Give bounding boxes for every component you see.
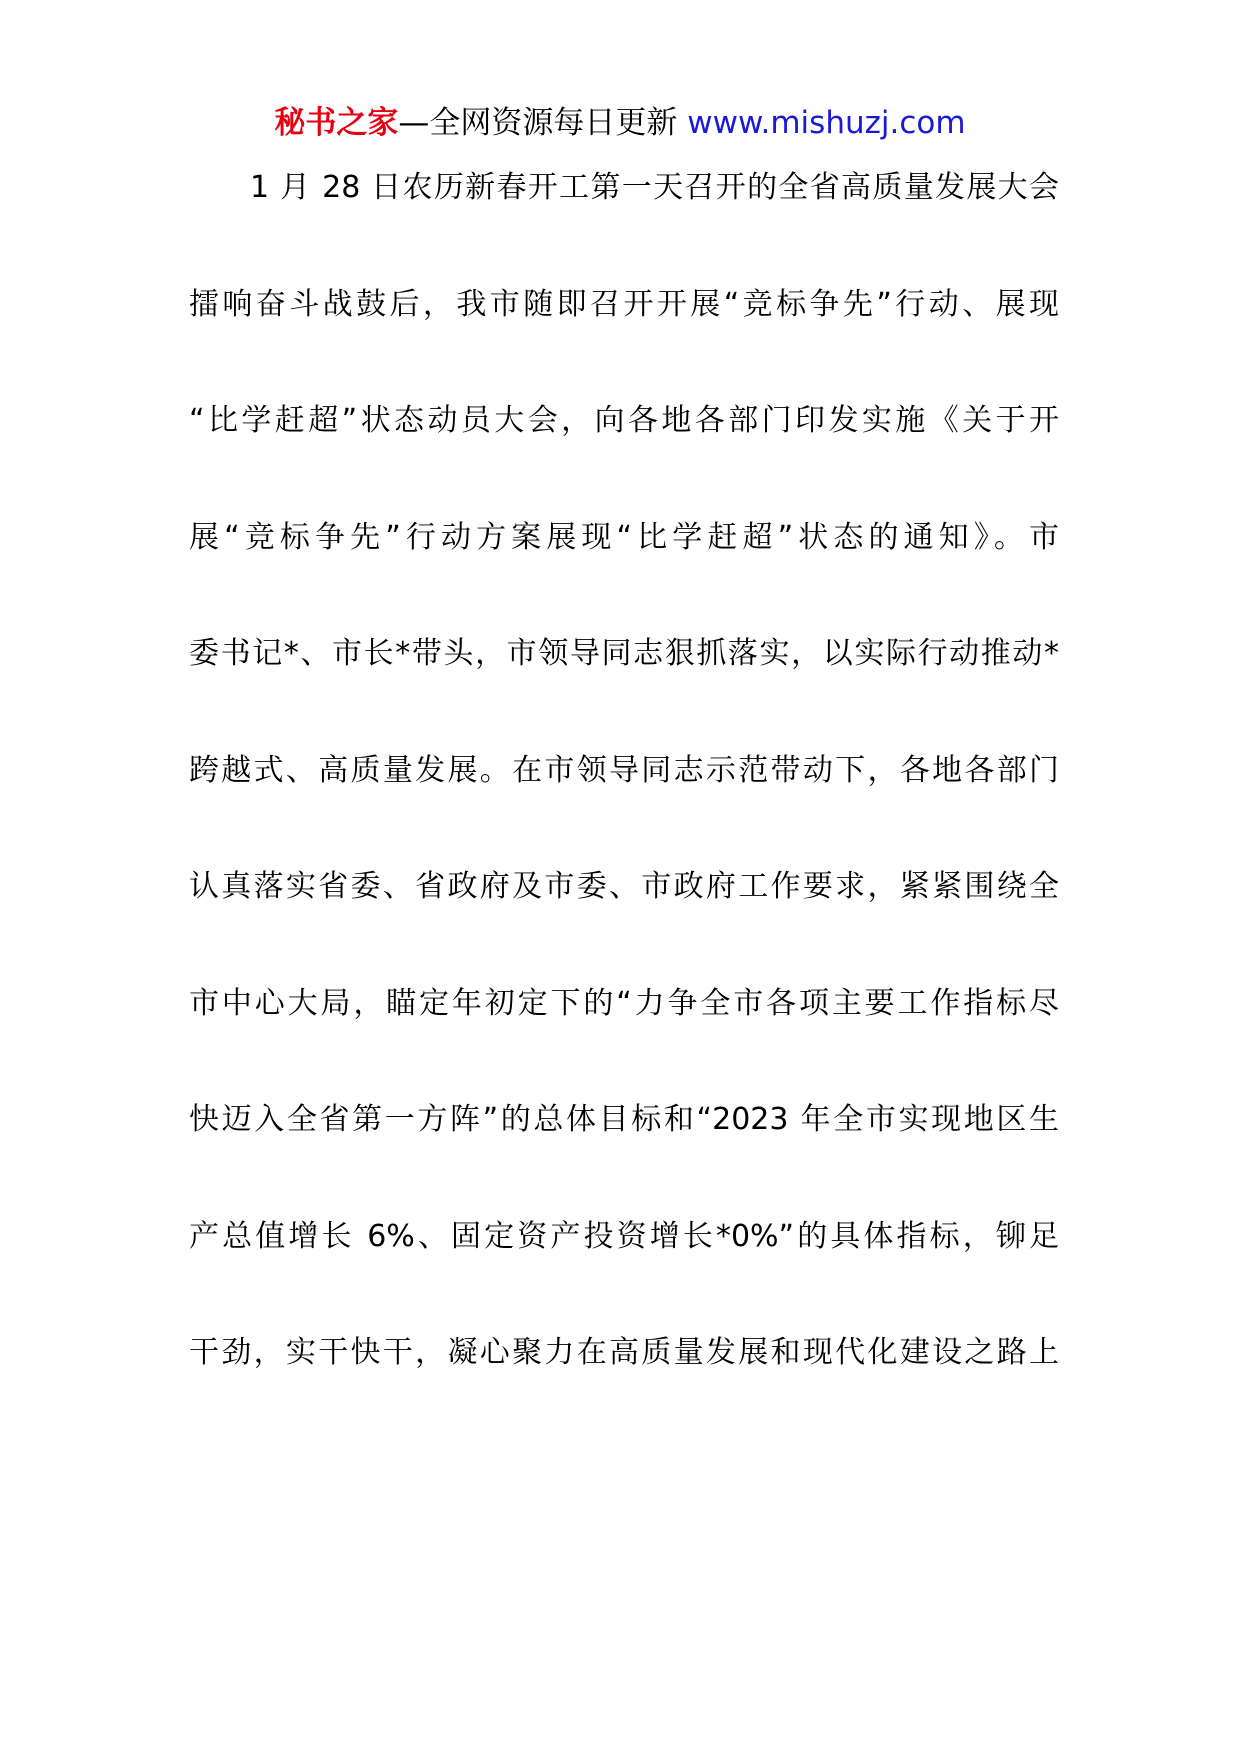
page-header xyxy=(0,100,1240,146)
text-line: 擂响奋斗战鼓后，我市随即召开开展“竞标争先”行动、展现 xyxy=(189,287,1059,322)
text-line: “比学赶超”状态动员大会，向各地各部门印发实施《关于开 xyxy=(189,403,1059,438)
text-line: 市中心大局，瞄定年初定下的“力争全市各项主要工作指标尽 xyxy=(189,986,1059,1021)
text-line: 展“竞标争先”行动方案展现“比学赶超”状态的通知》。市 xyxy=(189,520,1059,555)
brand-name: 秘书之家 xyxy=(274,105,399,141)
text-line: 产总值增长 6%、固定资产投资增长*0%”的具体指标，铆足 xyxy=(189,1219,1059,1254)
text-line: 干劲，实干快干，凝心聚力在高质量发展和现代化建设之路上 xyxy=(189,1335,1059,1370)
text-line: 跨越式、高质量发展。在市领导同志示范带动下，各地各部门 xyxy=(189,753,1059,788)
text-line: 认真落实省委、省政府及市委、市政府工作要求，紧紧围绕全 xyxy=(189,869,1059,904)
text-line: 委书记*、市长*带头，市领导同志狠抓落实，以实际行动推动* xyxy=(189,636,1059,671)
website-url: www.mishuzj.com xyxy=(687,105,966,141)
text-line: 快迈入全省第一方阵”的总体目标和“2023 年全市实现地区生 xyxy=(189,1102,1059,1137)
text-line: 1 月 28 日农历新春开工第一天召开的全省高质量发展大会 xyxy=(250,170,1059,205)
body-paragraph xyxy=(0,168,1240,1668)
header-tagline: —全网资源每日更新 xyxy=(398,105,688,141)
